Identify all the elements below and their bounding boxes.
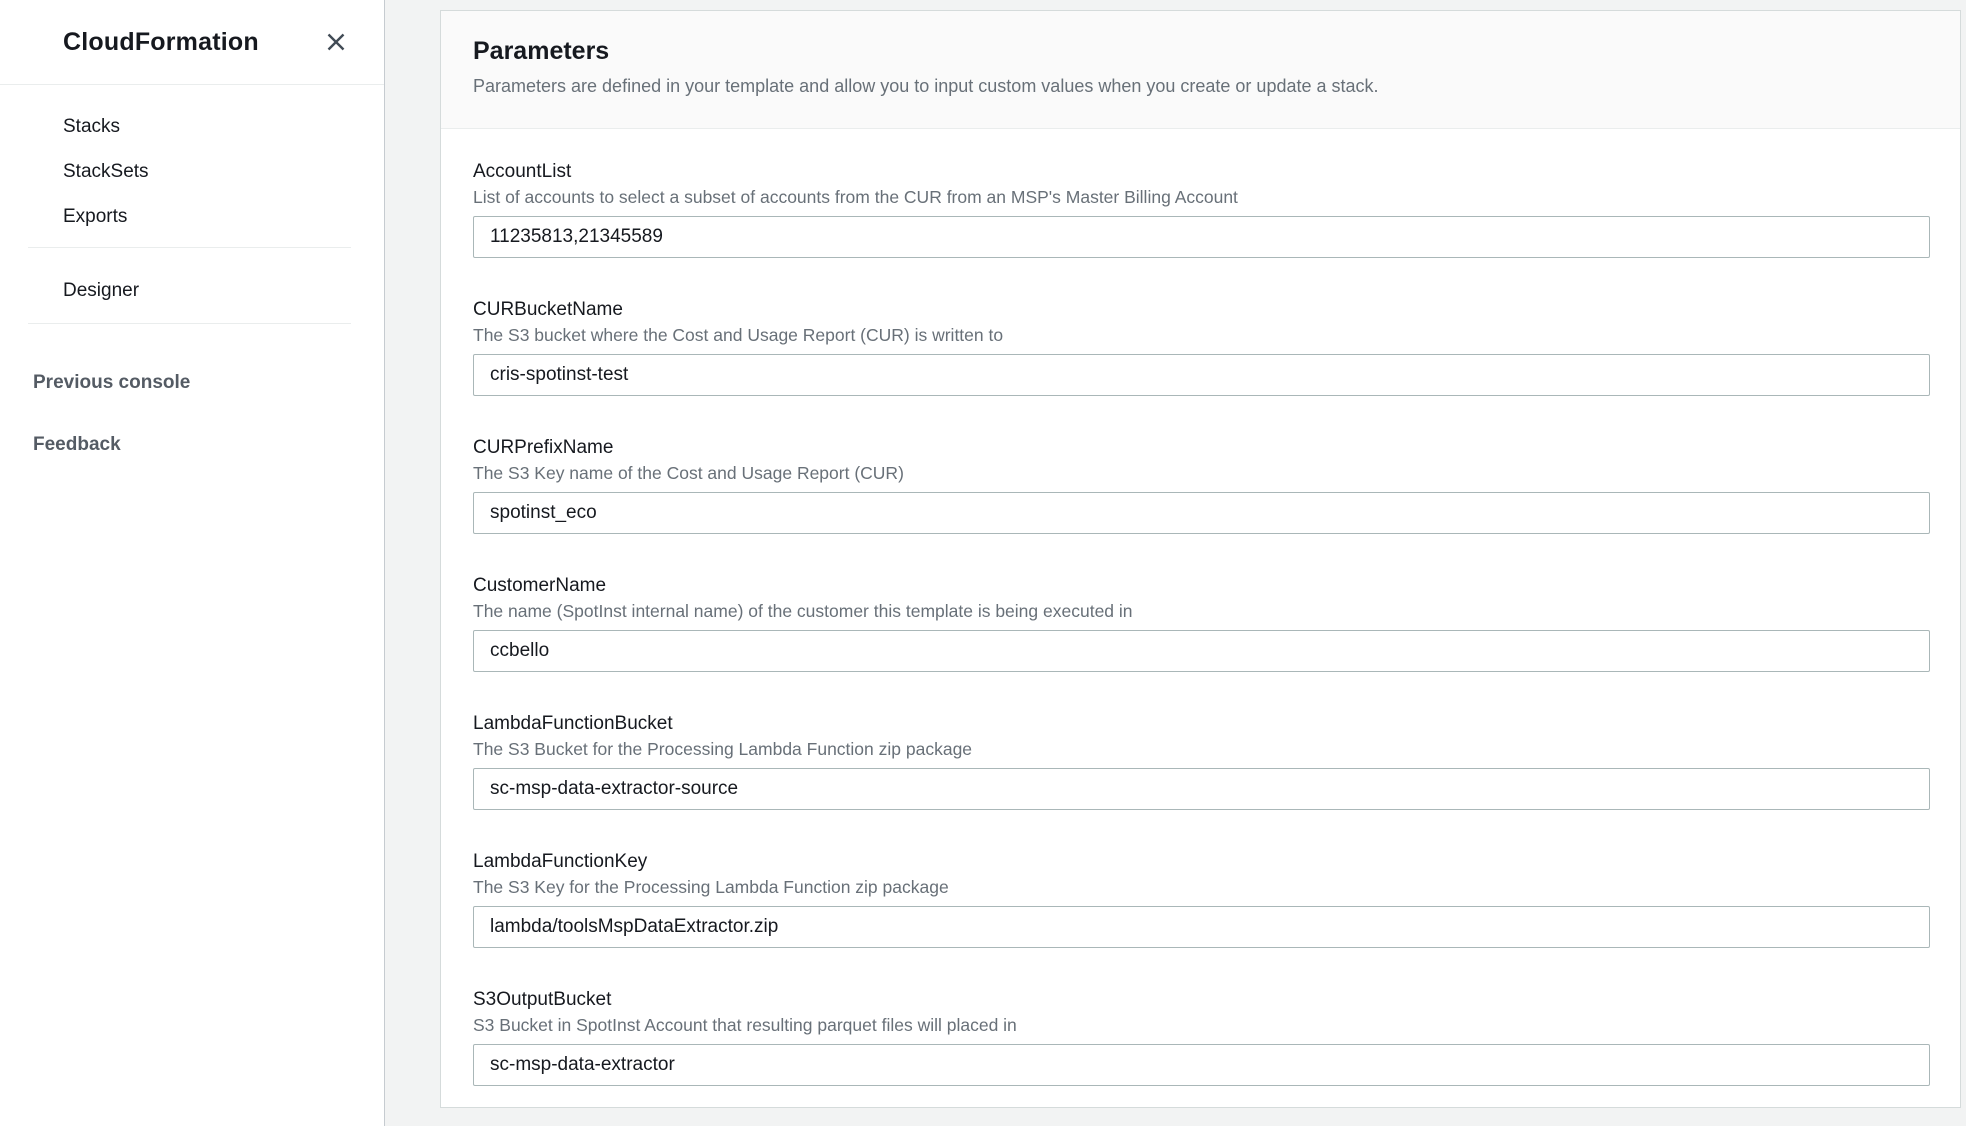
sidebar-item-stacksets[interactable]: StackSets — [63, 161, 149, 182]
field-description: The S3 Key name of the Cost and Usage Report (CUR) — [473, 463, 904, 483]
sidebar-nav — [0, 85, 384, 467]
close-icon — [324, 30, 348, 54]
lambdafunctionkey-input[interactable] — [473, 906, 1930, 948]
field-label: CustomerName — [473, 575, 607, 596]
lambdafunctionbucket-input[interactable] — [473, 768, 1930, 810]
divider — [28, 247, 351, 248]
field-curbucketname — [473, 298, 1930, 396]
field-customername — [473, 574, 1930, 672]
field-description: The S3 Bucket for the Processing Lambda Function zip package — [473, 739, 973, 759]
sidebar-item-stacks[interactable]: Stacks — [63, 116, 121, 137]
field-description: The S3 Key for the Processing Lambda Function zip package — [473, 877, 949, 897]
field-accountlist — [473, 160, 1930, 258]
main-content — [385, 0, 1966, 1126]
field-description: List of accounts to select a subset of accounts from the CUR from an MSP's Master Billing Account — [473, 187, 1238, 207]
panel-description: Parameters are defined in your template and allow you to input custom values when you create or update a stack. — [473, 76, 1379, 96]
curbucketname-input[interactable] — [473, 354, 1930, 396]
field-lambdafunctionbucket — [473, 712, 1930, 810]
sidebar-header — [0, 0, 384, 85]
field-label: CURBucketName — [473, 299, 623, 320]
divider — [28, 323, 351, 324]
field-label: LambdaFunctionKey — [473, 851, 648, 872]
sidebar-title: CloudFormation — [63, 27, 259, 56]
field-description: The S3 bucket where the Cost and Usage Report (CUR) is written to — [473, 325, 1004, 345]
field-label: S3OutputBucket — [473, 989, 612, 1010]
curprefixname-input[interactable] — [473, 492, 1930, 534]
field-curprefixname — [473, 436, 1930, 534]
field-description: S3 Bucket in SpotInst Account that resulting parquet files will placed in — [473, 1015, 1017, 1035]
field-lambdafunctionkey — [473, 850, 1930, 948]
previous-console-link[interactable]: Previous console — [33, 372, 191, 393]
parameters-form — [441, 129, 1960, 1086]
feedback-link[interactable]: Feedback — [33, 434, 121, 455]
field-s3outputbucket — [473, 988, 1930, 1086]
parameters-panel-header — [441, 11, 1960, 129]
s3outputbucket-input[interactable] — [473, 1044, 1930, 1086]
field-label: AccountList — [473, 161, 572, 182]
parameters-panel — [440, 10, 1961, 1108]
close-sidebar-button[interactable] — [324, 30, 348, 54]
sidebar — [0, 0, 385, 1126]
field-label: CURPrefixName — [473, 437, 614, 458]
accountlist-input[interactable] — [473, 216, 1930, 258]
sidebar-item-exports[interactable]: Exports — [63, 206, 128, 227]
customername-input[interactable] — [473, 630, 1930, 672]
field-description: The name (SpotInst internal name) of the customer this template is being executed in — [473, 601, 1133, 621]
page-title: Parameters — [473, 37, 610, 65]
field-label: LambdaFunctionBucket — [473, 713, 673, 734]
sidebar-item-designer[interactable]: Designer — [63, 280, 140, 301]
